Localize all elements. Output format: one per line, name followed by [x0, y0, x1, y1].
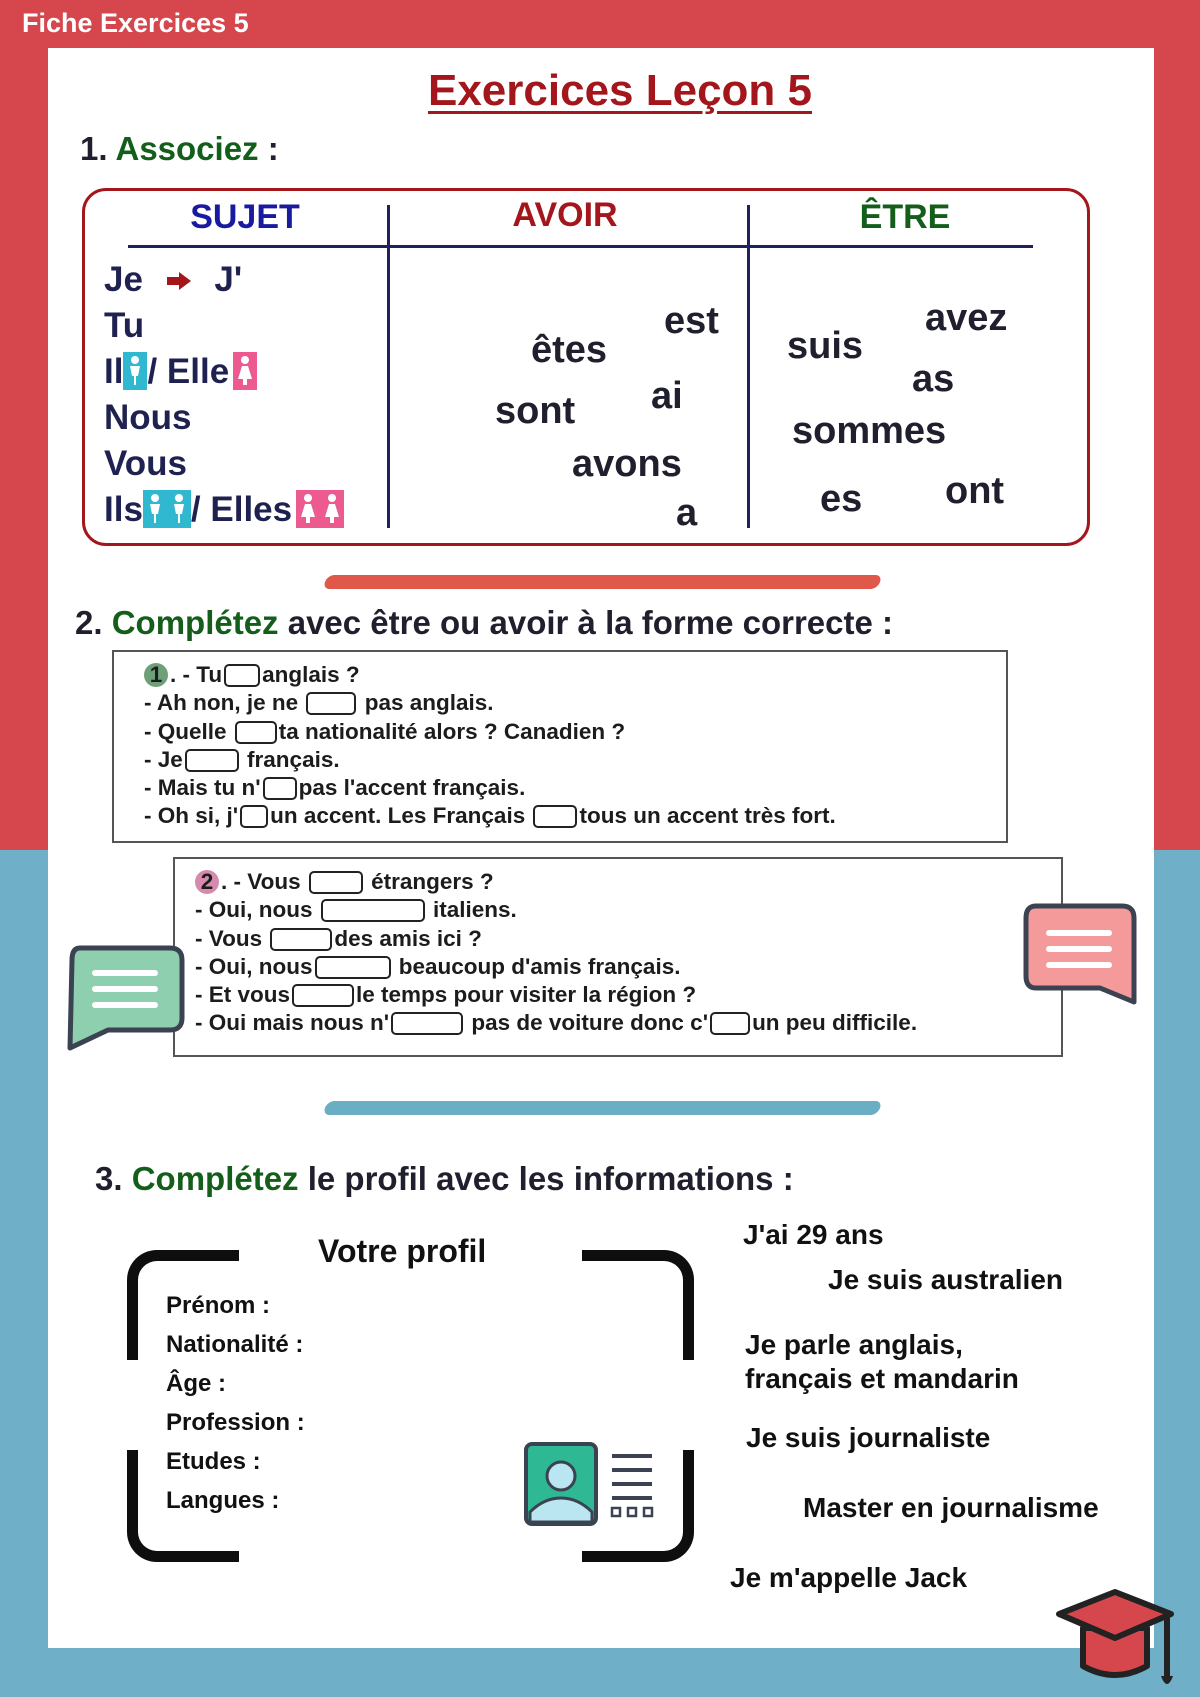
dialogue-line: - Vous des amis ici ? [195, 925, 482, 951]
info-name: Je m'appelle Jack [730, 1562, 968, 1593]
dialogue-number: 2 [195, 870, 219, 894]
etre-word: avez [925, 297, 1008, 339]
profile-field-profession: Profession : [166, 1409, 305, 1436]
dialogue-line: - Oui mais nous n' pas de voiture donc c' un peu difficile. [195, 1010, 918, 1036]
avoir-word: avons [572, 443, 682, 485]
column-header-sujet: SUJET [190, 198, 300, 236]
female-icon [296, 490, 344, 528]
etre-word: es [820, 478, 863, 520]
worksheet-label: Fiche Exercices 5 [22, 8, 249, 38]
column-header-etre: ÊTRE [859, 198, 951, 236]
answer-blank[interactable] [321, 899, 425, 922]
chat-bubble-icon [1022, 902, 1138, 1006]
dialogue-line: 1 . - Tu anglais ? [144, 661, 836, 689]
dialogue-line: - Je français. [144, 746, 340, 772]
etre-word: ont [945, 470, 1005, 512]
avoir-word: est [664, 300, 719, 342]
section-verb: Associez [115, 130, 259, 167]
answer-blank[interactable] [292, 984, 354, 1007]
dialogue-number: 1 [144, 663, 168, 687]
header-divider [128, 245, 1033, 248]
answer-blank[interactable] [263, 777, 297, 800]
profile-field-langues: Langues : [166, 1487, 280, 1514]
id-card-icon [524, 1442, 659, 1526]
female-icon [233, 352, 257, 390]
info-languages-1: Je parle anglais, [745, 1329, 963, 1360]
etre-word: as [912, 358, 955, 400]
arrow-right-icon [165, 270, 193, 292]
male-icon [123, 352, 147, 390]
profile-field-etudes: Etudes : [166, 1448, 261, 1475]
answer-blank[interactable] [315, 956, 391, 979]
avoir-word: ai [651, 375, 683, 417]
male-icon [143, 490, 191, 528]
avoir-word: a [676, 492, 698, 534]
subject-nous: Nous [104, 398, 192, 437]
section-1-heading [80, 130, 279, 168]
subject-list [104, 257, 394, 533]
answer-blank[interactable] [391, 1012, 463, 1035]
subject-il-elle: Il / Elle [104, 349, 394, 395]
chat-bubble-icon [66, 944, 186, 1052]
subject-ils-elles: Ils / Elles [104, 487, 394, 533]
dialogue-line: - Et vous le temps pour visiter la région ? [195, 982, 697, 1008]
etre-word: suis [787, 325, 864, 367]
graduation-cap-icon [1055, 1588, 1181, 1696]
dialogue-line: - Quelle ta nationalité alors ? Canadien ? [144, 718, 626, 744]
page-title: Exercices Leçon 5 [427, 66, 812, 115]
answer-blank[interactable] [240, 805, 268, 828]
answer-blank[interactable] [224, 664, 260, 687]
dialogue-line: - Ah non, je ne pas anglais. [144, 690, 494, 716]
decorative-stroke-red [322, 575, 882, 589]
profile-title: Votre profil [318, 1233, 487, 1269]
profile-field-prenom: Prénom : [166, 1292, 271, 1319]
avoir-word: êtes [531, 329, 608, 371]
answer-blank[interactable] [306, 692, 356, 715]
section-number: 1. [80, 130, 108, 167]
avoir-word: sont [495, 390, 576, 432]
answer-blank[interactable] [235, 721, 277, 744]
subject-je: Je J' [104, 260, 243, 299]
info-age: J'ai 29 ans [743, 1219, 884, 1250]
subject-vous: Vous [104, 444, 187, 483]
column-divider-2 [747, 205, 750, 528]
section-2-heading: 2. Complétez avec être ou avoir à la forme correcte : [75, 604, 894, 641]
profile-frame-corner [582, 1250, 694, 1360]
profile-fields [166, 1286, 305, 1520]
profile-field-age: Âge : [166, 1370, 226, 1397]
dialogue-line: - Oui, nous italiens. [195, 897, 517, 923]
column-header-avoir: AVOIR [512, 196, 618, 234]
section-3-heading: 3. Complétez le profil avec les informations : [95, 1160, 794, 1197]
subject-tu: Tu [104, 306, 145, 345]
dialogue-line: - Oui, nous beaucoup d'amis français. [195, 953, 681, 979]
info-nationality: Je suis australien [828, 1264, 1064, 1295]
answer-blank[interactable] [270, 928, 332, 951]
dialogue-2 [195, 868, 917, 1038]
dialogue-line: - Oh si, j' un accent. Les Français tous un accent très fort. [144, 803, 836, 829]
answer-blank[interactable] [710, 1012, 750, 1035]
section-colon: : [258, 130, 279, 167]
answer-blank[interactable] [185, 749, 239, 772]
dialogue-line: - Mais tu n' pas l'accent français. [144, 775, 526, 801]
answer-blank[interactable] [309, 871, 363, 894]
info-languages-2: français et mandarin [745, 1363, 1019, 1394]
etre-word: sommes [792, 410, 947, 452]
info-profession: Je suis journaliste [746, 1422, 991, 1453]
info-studies: Master en journalisme [803, 1492, 1099, 1523]
decorative-stroke-blue [322, 1101, 882, 1115]
answer-blank[interactable] [533, 805, 577, 828]
profile-field-nationalite: Nationalité : [166, 1331, 304, 1358]
dialogue-1 [144, 661, 836, 831]
dialogue-line: 2 . - Vous étrangers ? [195, 868, 917, 896]
